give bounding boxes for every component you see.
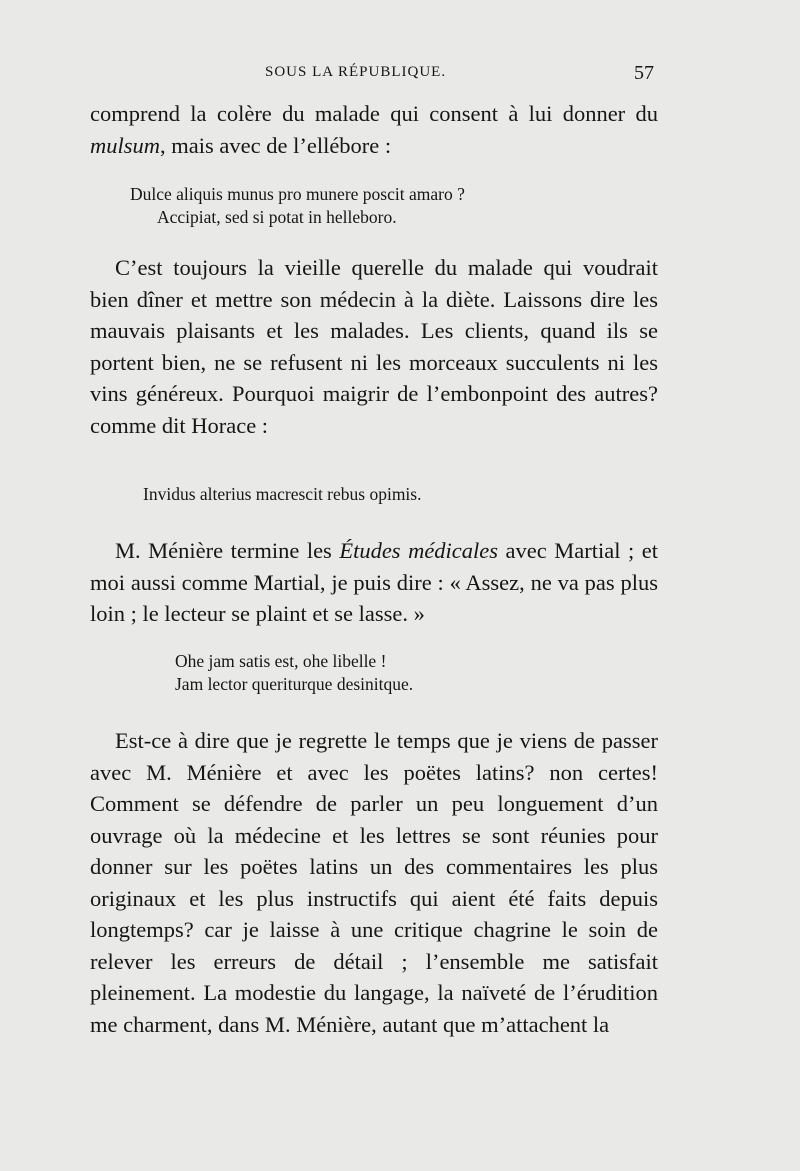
paragraph-3-text-start: M. Ménière termine les — [115, 538, 340, 563]
quote-1-line-2: Accipiat, sed si potat in helleboro. — [157, 207, 397, 227]
paragraph-3-text-end: avec Martial ; et moi aussi comme Martial, je puis dire : « Assez, ne va pas plus loin ; le lecteur se plaint et se lasse. » — [90, 538, 658, 626]
quote-1 — [130, 183, 465, 229]
quote-3 — [175, 650, 413, 696]
paragraph-1-italic: mulsum — [90, 132, 161, 158]
quote-3-line-1: Ohe jam satis est, ohe libelle ! — [175, 651, 387, 671]
paragraph-3 — [90, 535, 658, 630]
running-head: SOUS LA RÉPUBLIQUE. — [265, 64, 447, 80]
quote-3-line-2: Jam lector queriturque desinitque. — [175, 674, 414, 694]
paragraph-1-text-start: comprend la colère du malade qui consent à lui donner du — [90, 101, 658, 126]
paragraph-3-italic: Études médicales — [339, 538, 499, 563]
paragraph-1 — [90, 98, 658, 161]
page-header — [90, 62, 654, 88]
paragraph-1-text-end: , mais avec de l’ellébore : — [160, 132, 392, 158]
quote-1-line-1: Dulce aliquis munus pro munere poscit amaro ? — [130, 184, 465, 204]
page-number: 57 — [634, 62, 654, 84]
quote-2 — [143, 483, 421, 506]
paragraph-4: Est-ce à dire que je regrette le temps que je viens de passer avec M. Ménière et avec les poëtes latins? non certes! Comment se défendre de parler un peu longuement d’un ouvrage où la médecine et les lettres se sont réunies pour donner sur les poëtes latins un des commentaires les plus originaux et les plus instructifs qui aient été faits depuis longtemps? car je laisse à une critique chagrine le soin de relever les erreurs de détail ; l’ensemble me satisfait pleinement. La modestie du langage, la naïveté de l’érudition me charment, dans M. Ménière, autant que m’attachent la — [90, 728, 658, 1037]
quote-2-line-1: Invidus alterius macrescit rebus opimis. — [143, 484, 422, 504]
paragraph-2: C’est toujours la vieille querelle du malade qui voudrait bien dîner et mettre son médecin à la diète. Laissons dire les mauvais plaisants et les malades. Les clients, quand ils se portent bien, ne se refusent ni les morceaux succulents ni les vins généreux. Pourquoi maigrir de l’embonpoint des autres? comme dit Horace : — [90, 255, 658, 438]
